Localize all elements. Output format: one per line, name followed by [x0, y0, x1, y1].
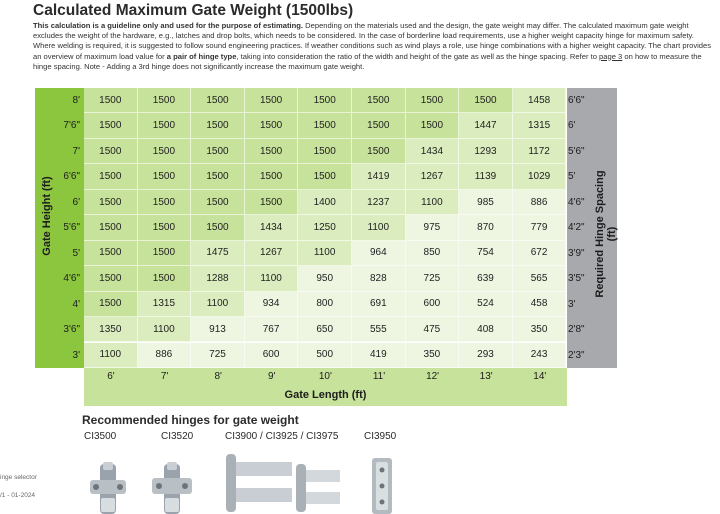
description-hinge-bold: a pair of hinge type: [166, 51, 237, 61]
table-cell: 350: [406, 343, 460, 368]
table-cell: 243: [513, 343, 567, 368]
hinge-spacing-tick: 2'3": [568, 349, 585, 361]
table-cell: 1475: [191, 241, 245, 266]
hinge-ci3900-image: [222, 450, 342, 514]
table-cell: 565: [513, 266, 567, 291]
table-cell: 850: [406, 241, 460, 266]
table-cell: 639: [459, 266, 513, 291]
table-cell: 1100: [298, 241, 352, 266]
footer-doc-title: inge selector: [0, 474, 37, 481]
gate-height-tick: 4': [72, 298, 80, 310]
gate-height-tick: 4'6": [63, 273, 80, 285]
recommended-hinges-title: Recommended hinges for gate weight: [82, 413, 299, 427]
hinge-spacing-tick: 6'6": [568, 95, 585, 106]
description-part3: on how to measure the hinge spacing. Note - Adding a 3rd hinge does not significantly increase the maximum gate weight.: [33, 51, 702, 71]
gate-length-tick: 10': [318, 371, 332, 382]
table-cell: 1267: [245, 241, 299, 266]
table-cell: 754: [459, 241, 513, 266]
table-cell: 555: [352, 317, 406, 342]
hinge-spacing-tick: 5': [568, 171, 576, 183]
table-cell: 650: [298, 317, 352, 342]
table-cell: 1500: [138, 241, 192, 266]
table-cell: 1315: [513, 113, 567, 138]
table-cell: 1288: [191, 266, 245, 291]
table-cell: 1500: [298, 88, 352, 113]
hinge-ci3950-image: [362, 456, 402, 514]
table-cell: 1250: [298, 215, 352, 240]
gate-length-tick: 11': [372, 371, 386, 382]
table-cell: 1267: [406, 164, 460, 189]
page-title: Calculated Maximum Gate Weight (1500lbs): [33, 2, 354, 19]
table-cell: 1419: [352, 164, 406, 189]
table-cell: 1237: [352, 190, 406, 215]
table-cell: 1172: [513, 139, 567, 164]
table-cell: 1500: [84, 292, 138, 317]
table-cell: 1500: [298, 164, 352, 189]
gate-length-tick: 6': [107, 371, 115, 382]
table-cell: 870: [459, 215, 513, 240]
footer-doc-version: /1 - 01-2024: [0, 492, 36, 499]
table-cell: 1100: [191, 292, 245, 317]
hinge-spacing-tick: 2'8": [568, 324, 585, 336]
table-cell: 408: [459, 317, 513, 342]
table-cell: 964: [352, 241, 406, 266]
table-cell: 1100: [138, 317, 192, 342]
table-cell: 1500: [352, 139, 406, 164]
table-cell: 1500: [84, 164, 138, 189]
table-cell: 350: [513, 317, 567, 342]
table-cell: 1500: [245, 139, 299, 164]
table-cell: 828: [352, 266, 406, 291]
table-cell: 1500: [245, 164, 299, 189]
table-cell: 934: [245, 292, 299, 317]
hinge-spacing-tick: 3': [568, 298, 576, 310]
table-cell: 1500: [191, 88, 245, 113]
table-cell: 672: [513, 241, 567, 266]
table-cell: 886: [513, 190, 567, 215]
table-cell: 293: [459, 343, 513, 368]
gate-length-tick: 7': [160, 371, 169, 382]
gate-height-axis-label: Gate Height (ft): [41, 176, 53, 256]
table-cell: 913: [191, 317, 245, 342]
table-cell: 725: [191, 343, 245, 368]
table-cell: 1500: [245, 88, 299, 113]
table-cell: 1500: [138, 113, 192, 138]
hinge-name-ci3950: CI3950: [364, 431, 397, 442]
gate-length-tick: 12': [426, 371, 440, 382]
table-cell: 800: [298, 292, 352, 317]
gate-height-tick: 5'6": [63, 222, 80, 234]
table-cell: 458: [513, 292, 567, 317]
table-cell: 524: [459, 292, 513, 317]
table-cell: 1500: [406, 113, 460, 138]
table-cell: 1500: [138, 139, 192, 164]
table-cell: 1500: [191, 164, 245, 189]
table-cell: 1315: [138, 292, 192, 317]
table-cell: 779: [513, 215, 567, 240]
table-cell: 1400: [298, 190, 352, 215]
table-cell: 1500: [406, 88, 460, 113]
table-cell: 1500: [352, 113, 406, 138]
table-cell: 419: [352, 343, 406, 368]
hinge-ci3520-image: [150, 458, 194, 514]
table-cell: 1139: [459, 164, 513, 189]
table-cell: 1100: [352, 215, 406, 240]
table-cell: 886: [138, 343, 192, 368]
hinge-spacing-tick: 6': [568, 120, 576, 132]
hinge-spacing-tick: 5'6": [568, 145, 585, 157]
table-cell: 1100: [406, 190, 460, 215]
table-cell: 1434: [245, 215, 299, 240]
hinge-spacing-tick: 3'9": [568, 247, 585, 259]
table-cell: 1500: [84, 215, 138, 240]
hinge-spacing-tick: 4'6": [568, 196, 585, 208]
table-cell: 1500: [191, 113, 245, 138]
table-cell: 1500: [459, 88, 513, 113]
gate-height-tick: 7': [72, 145, 80, 157]
gate-length-axis-label: Gate Length (ft): [284, 389, 367, 401]
table-cell: 1029: [513, 164, 567, 189]
table-cell: 767: [245, 317, 299, 342]
table-cell: 1500: [138, 266, 192, 291]
description-lead: This calculation is a guideline only and used for the purpose of estimating.: [33, 21, 304, 30]
gate-height-tick: 8': [72, 95, 80, 106]
table-cell: 1100: [245, 266, 299, 291]
table-cell: 1434: [406, 139, 460, 164]
gate-length-tick: 14': [533, 371, 547, 382]
table-cell: 691: [352, 292, 406, 317]
gate-height-tick: 3'6": [63, 324, 80, 336]
gate-height-tick: 6': [72, 196, 80, 208]
table-cell: 950: [298, 266, 352, 291]
gate-height-tick: 7'6": [63, 120, 80, 132]
table-cell: 1500: [191, 215, 245, 240]
table-cell: 1500: [191, 139, 245, 164]
gate-height-tick: 3': [72, 349, 80, 361]
table-cell: 1500: [84, 139, 138, 164]
gate-length-tick: 8': [214, 371, 222, 382]
hinge-spacing-axis-label: Required Hinge Spacing (ft): [594, 170, 618, 298]
table-cell: 1500: [298, 113, 352, 138]
hinge-name-ci3500: CI3500: [84, 431, 117, 442]
gate-length-tick: 13': [479, 371, 493, 382]
table-cell: 1500: [84, 190, 138, 215]
table-cell: 475: [406, 317, 460, 342]
table-cell: 725: [406, 266, 460, 291]
table-cell: 1500: [352, 88, 406, 113]
table-cell: 1500: [298, 139, 352, 164]
hinge-name-ci3520: CI3520: [161, 431, 194, 442]
gate-height-tick: 5': [72, 247, 80, 259]
page-3-link[interactable]: page 3: [599, 51, 623, 61]
description: [33, 21, 713, 72]
hinge-spacing-tick: 4'2": [568, 222, 585, 234]
table-cell: 1458: [513, 88, 567, 113]
table-cell: 1500: [191, 190, 245, 215]
table-cell: 1500: [138, 190, 192, 215]
table-cell: 1500: [84, 241, 138, 266]
table-cell: 1500: [138, 215, 192, 240]
table-cell: 600: [245, 343, 299, 368]
description-part2: , taking into consideration the ratio of the width and height of the gate as well as the hinge spacing. Refer to: [236, 51, 600, 61]
table-cell: 1500: [84, 266, 138, 291]
gate-height-tick: 6'6": [63, 171, 80, 183]
table-cell: 985: [459, 190, 513, 215]
hinge-ci3500-image: [86, 458, 130, 514]
table-cell: 1500: [138, 88, 192, 113]
table-cell: 1100: [84, 343, 138, 368]
table-cell: 500: [298, 343, 352, 368]
table-cell: 1500: [245, 190, 299, 215]
table-cell: 1293: [459, 139, 513, 164]
table-cell: 1500: [84, 88, 138, 113]
hinge-spacing-tick: 3'5": [568, 273, 585, 285]
table-cell: 1447: [459, 113, 513, 138]
table-cell: 1350: [84, 317, 138, 342]
table-cell: 975: [406, 215, 460, 240]
table-cell: 1500: [84, 113, 138, 138]
table-cell: 1500: [245, 113, 299, 138]
table-cell: 600: [406, 292, 460, 317]
table-cell: 1500: [138, 164, 192, 189]
gate-length-tick: 9': [268, 371, 276, 382]
description-part1: Depending on the materials used and the design, the gate weight may differ. The calculated maximum gate weight excludes the weight of the hardware, e.g., latches and drop bolts, which needs to be considered. In the case of borderline load requirements, use a higher weight capacity hinge for maximum safety. Where welding is required, it is suggested to follow sound engineering practices. If weather conditions such as wind plays a role, use hinge combinations with a higher weight capacity. The chart provides an overview of maximum load value for: [33, 21, 712, 61]
hinge-name-ci3900: CI3900 / CI3925 / CI3975: [225, 431, 339, 442]
